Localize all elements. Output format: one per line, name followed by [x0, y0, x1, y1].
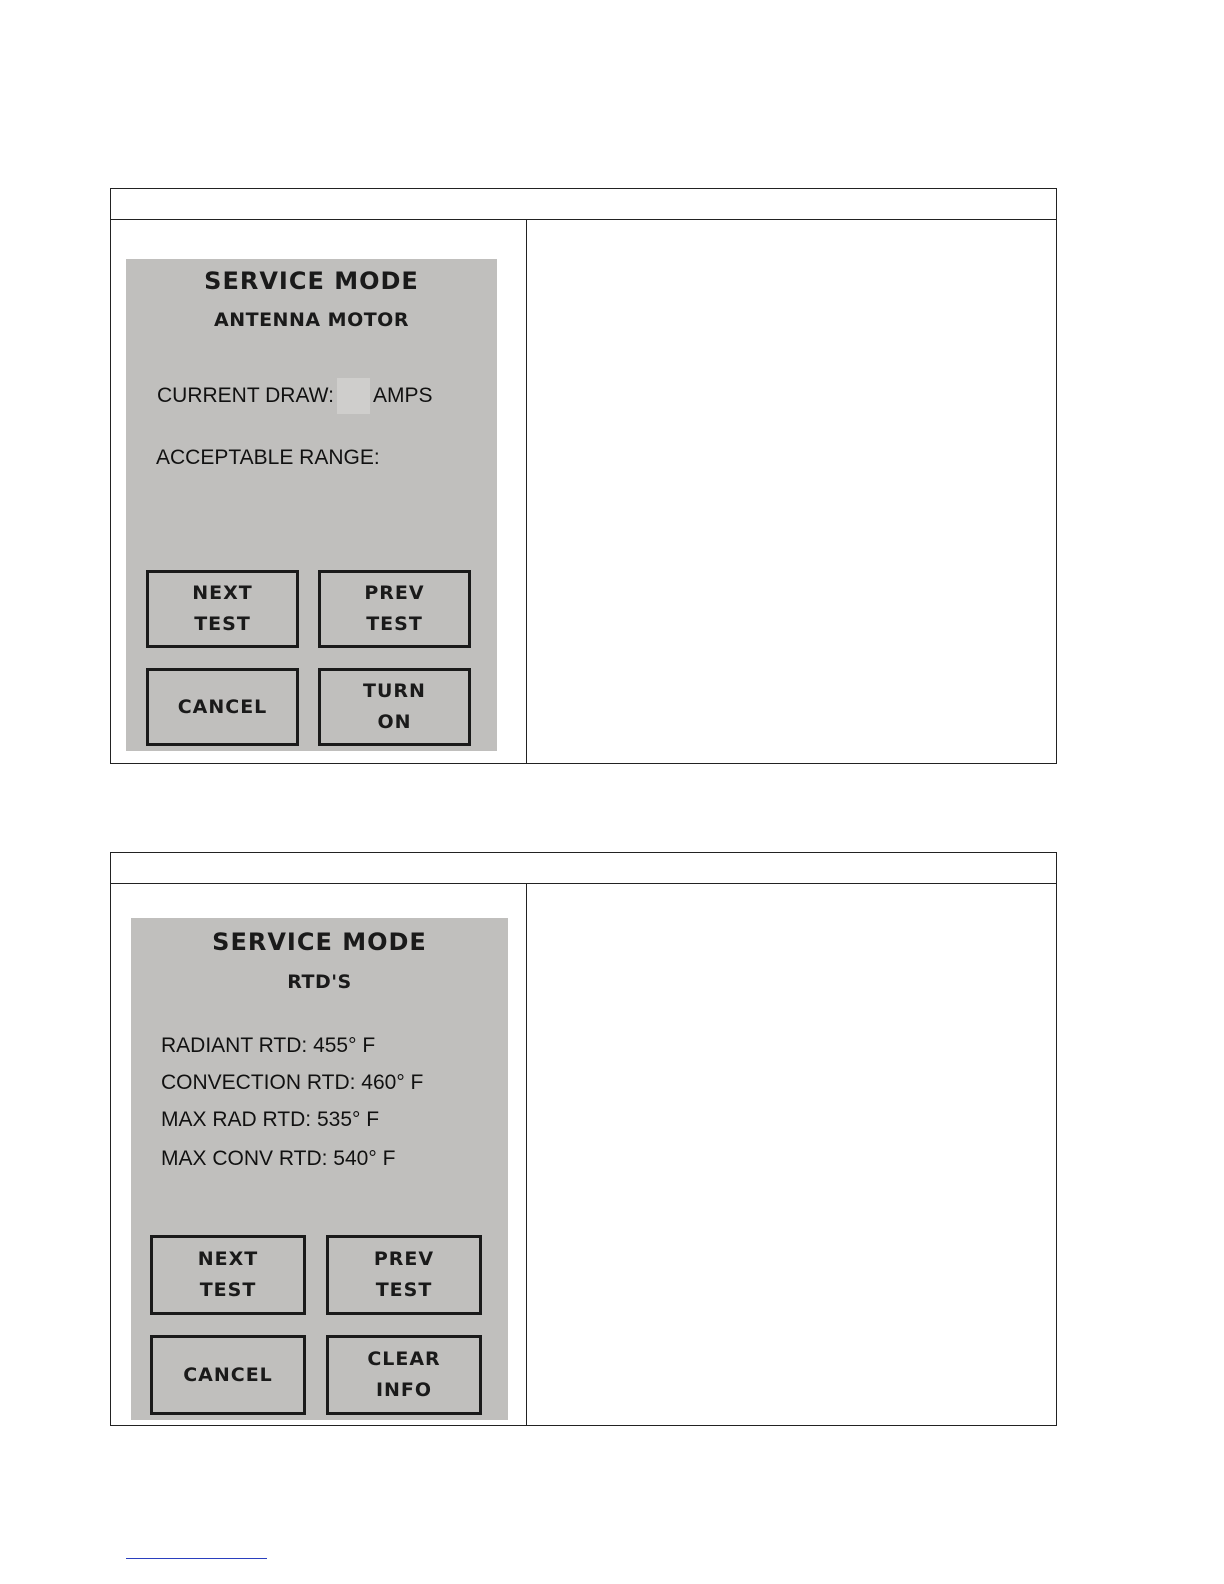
panel-subtitle: ANTENNA MOTOR [214, 309, 409, 331]
clear-info-button[interactable]: CLEAR INFO [326, 1335, 482, 1415]
footnote-separator [126, 1558, 267, 1559]
radiant-rtd-reading: RADIANT RTD: 455° F [161, 1034, 376, 1057]
max-conv-rtd-reading: MAX CONV RTD: 540° F [161, 1147, 396, 1170]
next-test-button[interactable]: NEXT TEST [150, 1235, 306, 1315]
max-rad-rtd-reading: MAX RAD RTD: 535° F [161, 1108, 380, 1131]
acceptable-range-label: ACCEPTABLE RANGE: [156, 446, 380, 469]
panel-title: SERVICE MODE [212, 928, 427, 956]
panel-subtitle: RTD'S [287, 971, 352, 993]
service-table-antenna-motor [110, 188, 1057, 764]
panel-title: SERVICE MODE [204, 267, 419, 295]
current-draw-label: CURRENT DRAW: [157, 384, 334, 407]
cancel-button[interactable]: CANCEL [146, 668, 299, 746]
prev-test-button[interactable]: PREV TEST [318, 570, 471, 648]
convection-rtd-reading: CONVECTION RTD: 460° F [161, 1071, 424, 1094]
service-mode-panel-rtds [131, 918, 508, 1420]
service-table-rtds [110, 852, 1057, 1426]
turn-on-button[interactable]: TURN ON [318, 668, 471, 746]
column-divider [526, 220, 527, 763]
service-mode-panel-antenna [126, 259, 497, 751]
table-header-row [111, 189, 1056, 220]
prev-test-button[interactable]: PREV TEST [326, 1235, 482, 1315]
column-divider [526, 884, 527, 1425]
cancel-button[interactable]: CANCEL [150, 1335, 306, 1415]
table-header-row [111, 853, 1056, 884]
current-draw-value [337, 378, 370, 414]
current-draw-unit: AMPS [373, 384, 433, 407]
next-test-button[interactable]: NEXT TEST [146, 570, 299, 648]
